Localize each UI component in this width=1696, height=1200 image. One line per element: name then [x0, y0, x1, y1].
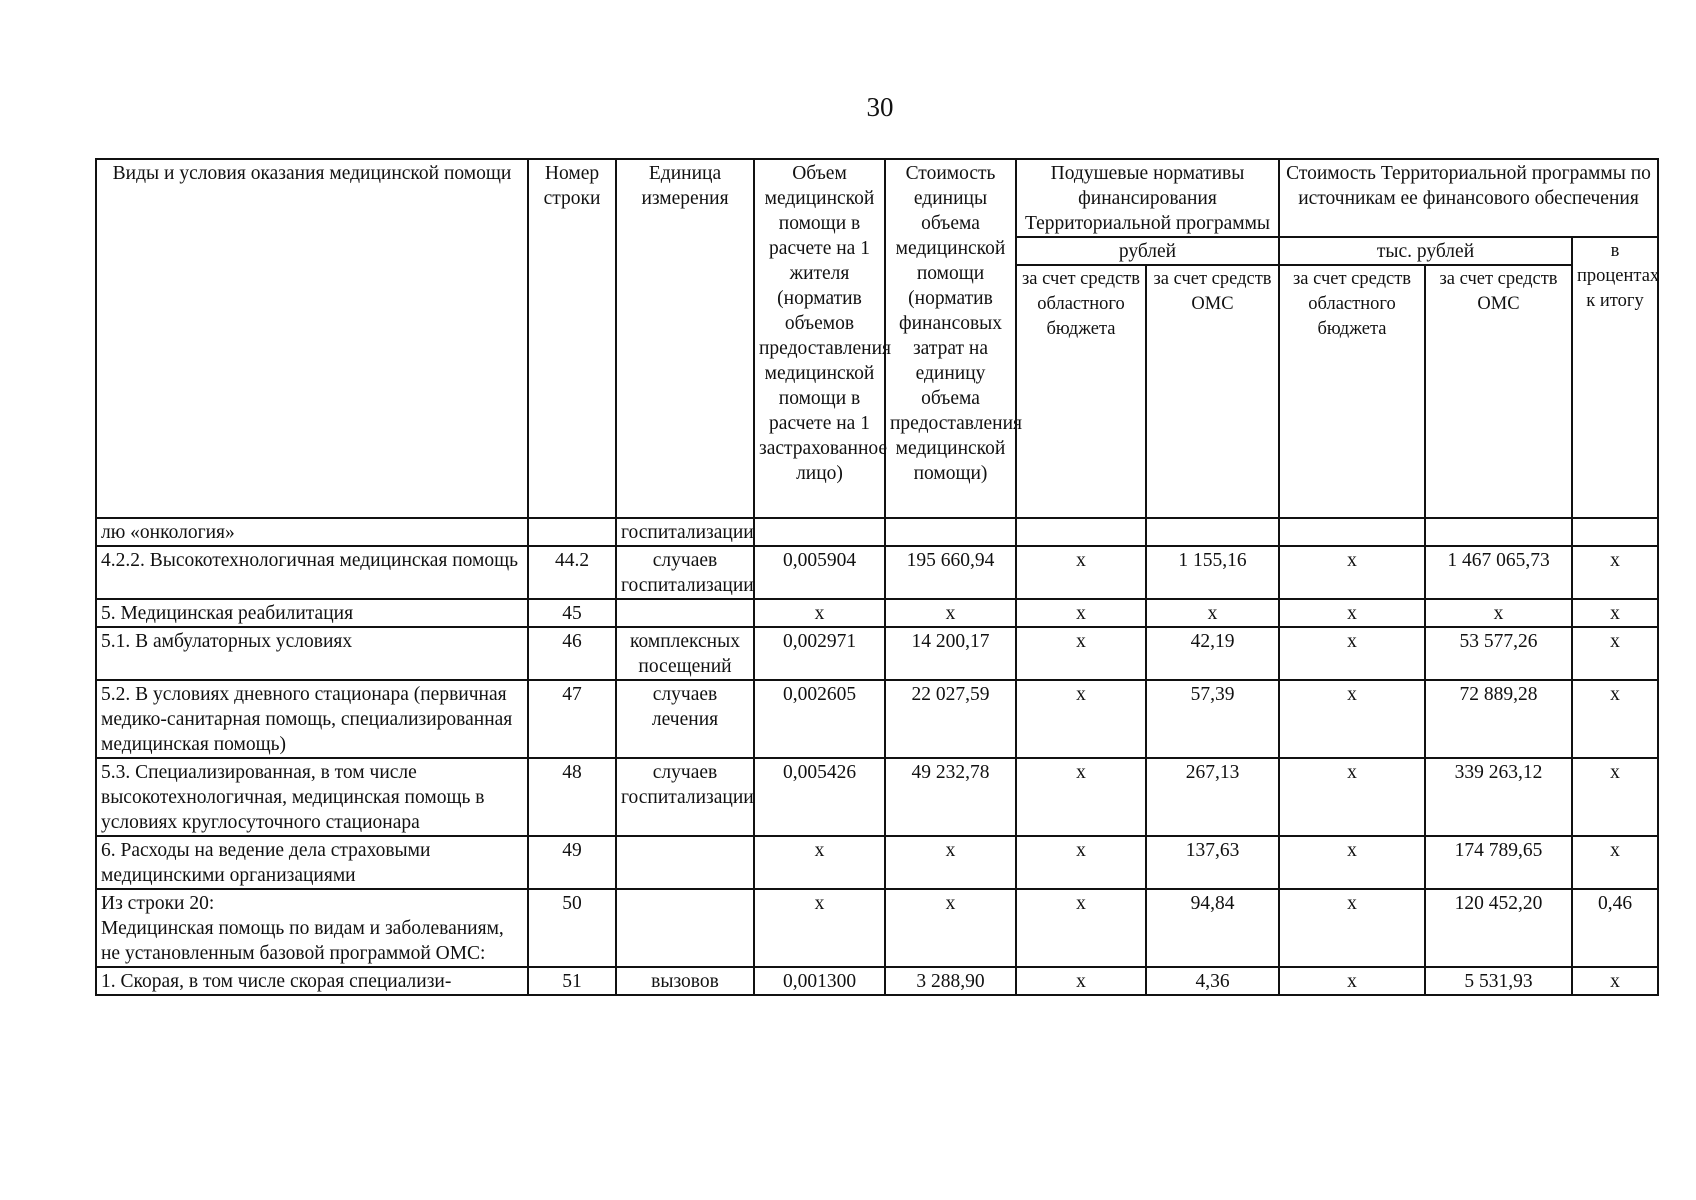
cell-unit: вызовов — [616, 967, 754, 995]
cell-tp-budget: x — [1279, 967, 1425, 995]
cell-tp-oms: 339 263,12 — [1425, 758, 1572, 836]
cell-unit-cost: x — [885, 836, 1016, 889]
cell-row-number: 45 — [528, 599, 616, 627]
cell-percent: x — [1572, 758, 1658, 836]
cell-tp-oms: 5 531,93 — [1425, 967, 1572, 995]
cell-kind: 5.3. Специализированная, в том числе высокотехнологичная, медицинская помощь в условиях круглосуточного стационара — [96, 758, 528, 836]
cell-pc-oms: 137,63 — [1146, 836, 1279, 889]
table-row — [96, 889, 1658, 967]
cell-row-number — [528, 518, 616, 546]
cell-pc-budget — [1016, 518, 1146, 546]
cell-volume: x — [754, 836, 885, 889]
table-body — [96, 518, 1658, 995]
cell-pc-budget: x — [1016, 889, 1146, 967]
header-kind: Виды и условия оказания медицинской помощи — [96, 159, 528, 518]
cell-row-number: 50 — [528, 889, 616, 967]
cell-kind: 1. Скорая, в том числе скорая специализи- — [96, 967, 528, 995]
cell-row-number: 51 — [528, 967, 616, 995]
header-unit-cost: Стоимость единицы объема медицинской помощи (норматив финансовых затрат на единицу объема предоставления медицинской помощи) — [885, 159, 1016, 518]
cell-volume: 0,005904 — [754, 546, 885, 599]
cell-tp-budget: x — [1279, 599, 1425, 627]
cell-pc-oms: 57,39 — [1146, 680, 1279, 758]
cell-percent: 0,46 — [1572, 889, 1658, 967]
cell-kind: Из строки 20: Медицинская помощь по видам и заболеваниям, не установленным базовой программой ОМС: — [96, 889, 528, 967]
header-regional-budget: за счет средств областного бюджета — [1016, 265, 1146, 518]
cell-kind: 6. Расходы на ведение дела страховыми медицинскими организациями — [96, 836, 528, 889]
cell-pc-oms: 94,84 — [1146, 889, 1279, 967]
table-row — [96, 546, 1658, 599]
cell-pc-oms: 1 155,16 — [1146, 546, 1279, 599]
header-unit: Единица измерения — [616, 159, 754, 518]
header-rubles: рублей — [1016, 237, 1279, 265]
cell-tp-oms: 174 789,65 — [1425, 836, 1572, 889]
cell-pc-budget: x — [1016, 627, 1146, 680]
table-row — [96, 518, 1658, 546]
header-per-capita-group: Подушевые нормативы финансирования Территориальной программы — [1016, 159, 1279, 237]
cell-unit — [616, 836, 754, 889]
cell-percent: x — [1572, 627, 1658, 680]
header-volume: Объем медицинской помощи в расчете на 1 жителя (норматив объемов предоставления медицинской помощи в расчете на 1 застрахованное лицо) — [754, 159, 885, 518]
header-regional-budget-2: за счет средств областного бюджета — [1279, 265, 1425, 518]
header-thousand-rubles: тыс. рублей — [1279, 237, 1572, 265]
header-program-cost-group: Стоимость Территориальной программы по источникам ее финансового обеспечения — [1279, 159, 1658, 237]
cell-tp-oms: x — [1425, 599, 1572, 627]
cell-unit-cost: x — [885, 599, 1016, 627]
table-row — [96, 967, 1658, 995]
cell-unit: госпитализации — [616, 518, 754, 546]
table-header — [96, 159, 1658, 518]
cell-percent: x — [1572, 967, 1658, 995]
cell-unit: случаев лечения — [616, 680, 754, 758]
cell-volume: x — [754, 599, 885, 627]
cell-unit-cost: x — [885, 889, 1016, 967]
cell-kind: 5. Медицинская реабилитация — [96, 599, 528, 627]
cell-pc-oms: 267,13 — [1146, 758, 1279, 836]
table-row — [96, 599, 1658, 627]
cell-tp-budget: x — [1279, 758, 1425, 836]
cell-percent: x — [1572, 680, 1658, 758]
table-row — [96, 758, 1658, 836]
cell-tp-oms: 1 467 065,73 — [1425, 546, 1572, 599]
cell-tp-oms: 53 577,26 — [1425, 627, 1572, 680]
cell-row-number: 46 — [528, 627, 616, 680]
cell-volume: 0,001300 — [754, 967, 885, 995]
cell-unit: комплексных посещений — [616, 627, 754, 680]
cell-unit: случаев госпитализации — [616, 546, 754, 599]
cell-kind: 4.2.2. Высокотехнологичная медицинская помощь — [96, 546, 528, 599]
funding-table — [95, 158, 1659, 996]
cell-percent — [1572, 518, 1658, 546]
cell-unit — [616, 889, 754, 967]
table-row — [96, 627, 1658, 680]
header-oms-funds-2: за счет средств ОМС — [1425, 265, 1572, 518]
cell-kind: 5.1. В амбулаторных условиях — [96, 627, 528, 680]
cell-unit: случаев госпитализации — [616, 758, 754, 836]
cell-unit-cost: 49 232,78 — [885, 758, 1016, 836]
cell-row-number: 44.2 — [528, 546, 616, 599]
cell-tp-budget: x — [1279, 889, 1425, 967]
cell-tp-budget: x — [1279, 627, 1425, 680]
cell-tp-budget: x — [1279, 680, 1425, 758]
cell-tp-oms — [1425, 518, 1572, 546]
cell-tp-oms: 72 889,28 — [1425, 680, 1572, 758]
table-row — [96, 836, 1658, 889]
cell-tp-budget: x — [1279, 836, 1425, 889]
cell-kind: 5.2. В условиях дневного стационара (первичная медико-санитарная помощь, специализированная медицинская помощь) — [96, 680, 528, 758]
cell-row-number: 47 — [528, 680, 616, 758]
table-row — [96, 680, 1658, 758]
header-oms-funds: за счет средств ОМС — [1146, 265, 1279, 518]
cell-unit — [616, 599, 754, 627]
header-row-number: Номер строки — [528, 159, 616, 518]
cell-percent: x — [1572, 546, 1658, 599]
cell-row-number: 48 — [528, 758, 616, 836]
cell-pc-budget: x — [1016, 836, 1146, 889]
cell-volume: 0,005426 — [754, 758, 885, 836]
cell-pc-budget: x — [1016, 599, 1146, 627]
cell-unit-cost: 22 027,59 — [885, 680, 1016, 758]
cell-tp-oms: 120 452,20 — [1425, 889, 1572, 967]
cell-volume: x — [754, 889, 885, 967]
cell-pc-budget: x — [1016, 967, 1146, 995]
cell-pc-budget: x — [1016, 758, 1146, 836]
cell-unit-cost: 3 288,90 — [885, 967, 1016, 995]
cell-pc-budget: x — [1016, 546, 1146, 599]
cell-percent: x — [1572, 599, 1658, 627]
cell-percent: x — [1572, 836, 1658, 889]
cell-unit-cost: 14 200,17 — [885, 627, 1016, 680]
cell-kind: лю «онкология» — [96, 518, 528, 546]
cell-unit-cost: 195 660,94 — [885, 546, 1016, 599]
cell-pc-oms — [1146, 518, 1279, 546]
cell-pc-oms: 4,36 — [1146, 967, 1279, 995]
cell-tp-budget: x — [1279, 546, 1425, 599]
cell-row-number: 49 — [528, 836, 616, 889]
page-number: 30 — [866, 92, 894, 122]
cell-volume — [754, 518, 885, 546]
cell-volume: 0,002605 — [754, 680, 885, 758]
cell-volume: 0,002971 — [754, 627, 885, 680]
cell-tp-budget — [1279, 518, 1425, 546]
header-percent: в процентах к итогу — [1572, 237, 1658, 518]
cell-pc-oms: x — [1146, 599, 1279, 627]
cell-pc-oms: 42,19 — [1146, 627, 1279, 680]
cell-pc-budget: x — [1016, 680, 1146, 758]
cell-unit-cost — [885, 518, 1016, 546]
